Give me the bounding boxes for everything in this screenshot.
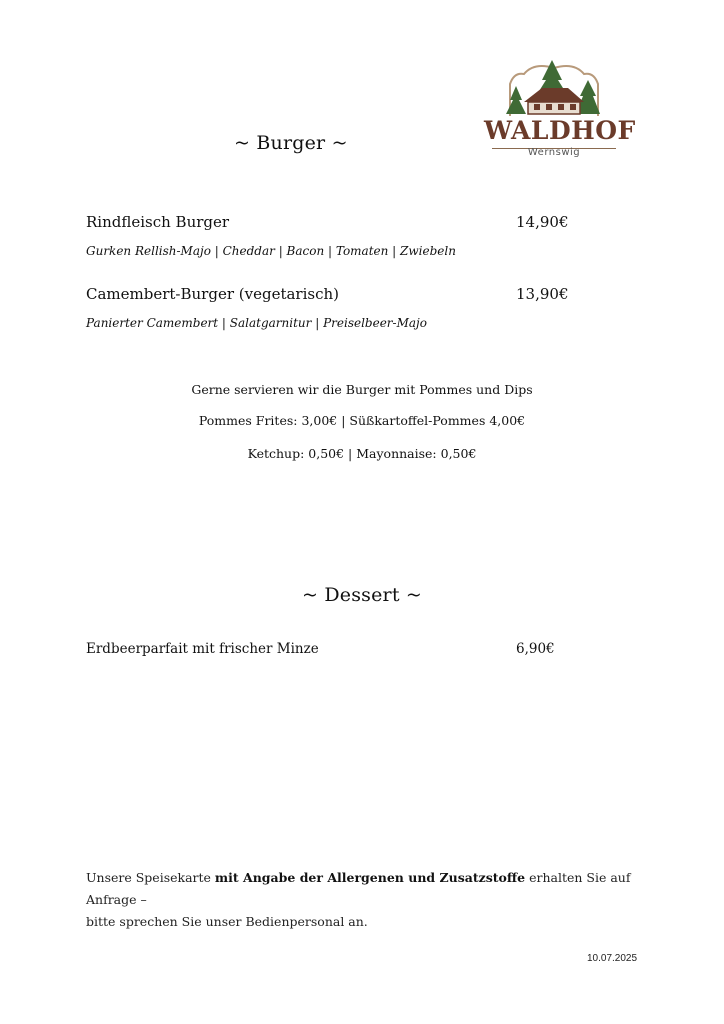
dessert-section-title: ~ Dessert ~ xyxy=(301,584,423,606)
logo-title: WALDHOF xyxy=(484,116,636,145)
burger-note-dips: Ketchup: 0,50€ | Mayonnaise: 0,50€ xyxy=(247,446,477,461)
logo-subtitle: Wernswig xyxy=(527,147,581,158)
footer-text-bold: mit Angabe der Allergenen und Zusatzstoffe xyxy=(214,870,526,885)
waldhof-logo xyxy=(484,58,636,162)
dessert-item-1-name: Erdbeerparfait mit frischer Minze xyxy=(86,641,319,657)
footer-text-end: erhalten Sie auf Anfrage – xyxy=(86,870,631,907)
allergen-footer-note xyxy=(86,867,646,933)
menu-date: 10.07.2025 xyxy=(587,953,638,964)
burger-item-2-description: Panierter Camembert | Salatgarnitur | Preiselbeer-Majo xyxy=(86,316,427,330)
burger-item-2-price: 13,90€ xyxy=(516,285,569,303)
footer-text-start: Unsere Speisekarte xyxy=(86,870,215,885)
burger-section-title: ~ Burger ~ xyxy=(234,132,348,154)
burger-note-fries: Pommes Frites: 3,00€ | Süßkartoffel-Pommes 4,00€ xyxy=(198,413,526,428)
burger-item-1-name: Rindfleisch Burger xyxy=(86,213,230,231)
burger-item-1-description: Gurken Rellish-Majo | Cheddar | Bacon | Tomaten | Zwiebeln xyxy=(86,244,456,258)
burger-item-1-price: 14,90€ xyxy=(516,213,569,231)
burger-note-sides: Gerne servieren wir die Burger mit Pommes und Dips xyxy=(191,382,533,397)
footer-text-line2: bitte sprechen Sie unser Bedienpersonal an. xyxy=(86,914,368,929)
burger-item-2-name: Camembert-Burger (vegetarisch) xyxy=(86,285,339,303)
dessert-item-1-price: 6,90€ xyxy=(516,641,555,657)
